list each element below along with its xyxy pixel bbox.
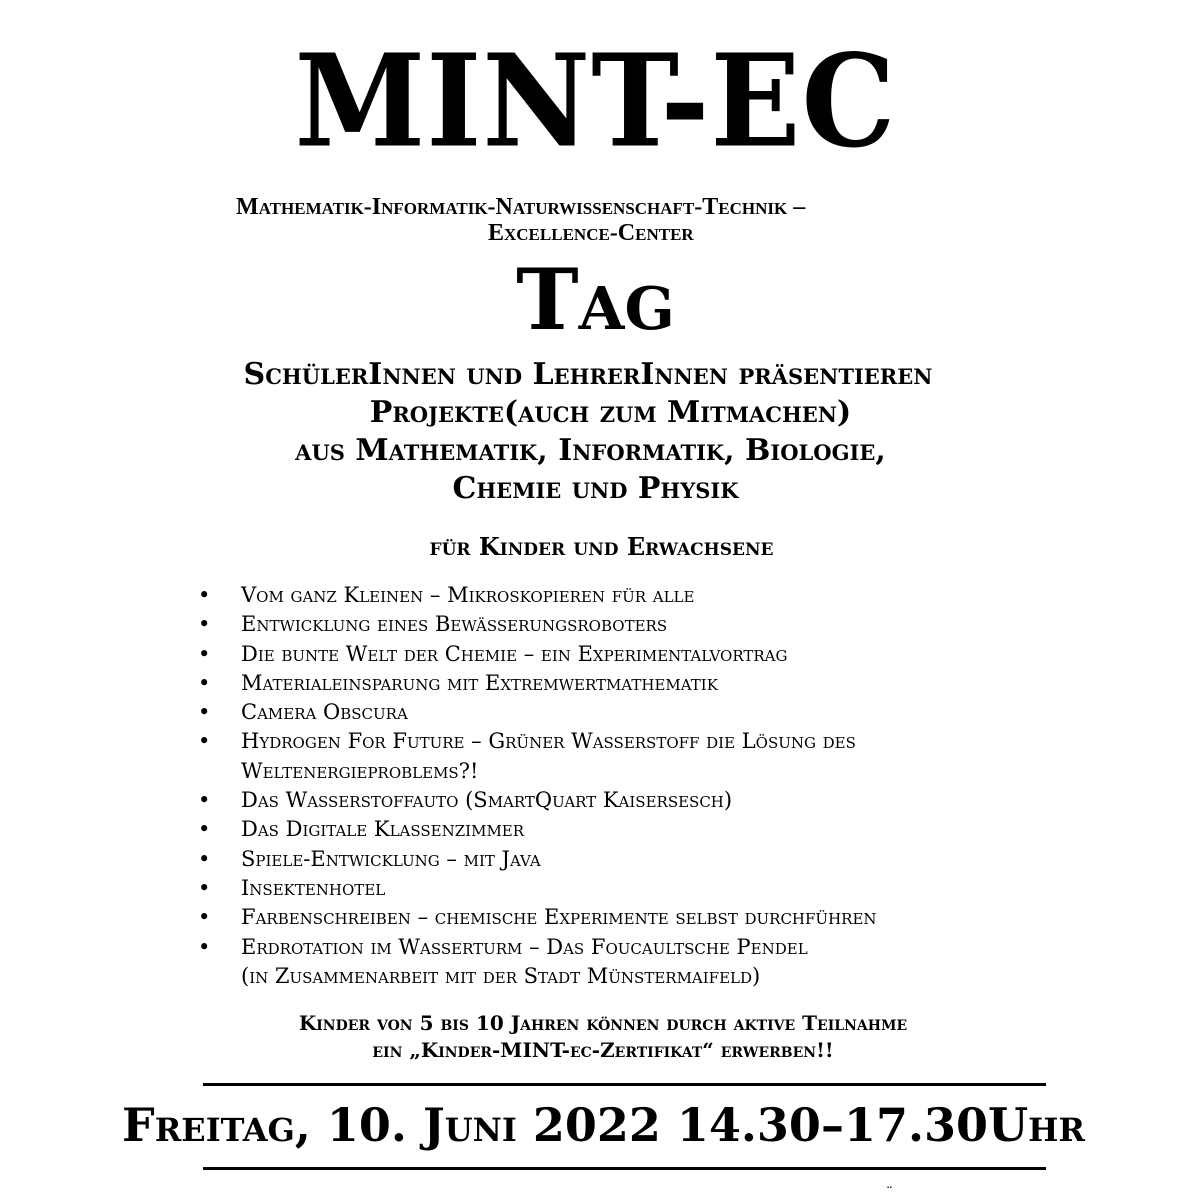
project-item [196,581,1156,610]
bullet-icon: • [198,700,211,725]
cutoff-text-fragment: ̈ [893,1185,897,1201]
project-item-label: Das Digitale Klassenzimmer [241,817,525,842]
project-item [196,640,1156,669]
project-item-label: Hydrogen For Future – Grüner Wasserstoff die Lösung des [241,729,856,754]
project-item-label: Vom ganz Kleinen – Mikroskopieren für alle [241,583,695,607]
bullet-icon: • [198,729,211,754]
certificate-note [0,1010,1191,1064]
subtitle-line-1: Mathematik-Informatik-Naturwissenschaft-Technik – [236,194,806,220]
intro-text [0,356,1191,508]
bullet-icon: • [198,817,211,842]
poster-tag-heading: Tag [516,250,675,349]
divider-top [203,1083,1046,1086]
project-item [196,727,1156,756]
bullet-icon: • [198,583,211,607]
bullet-icon: • [198,905,211,930]
project-item [196,903,1156,932]
bullet-icon: • [198,641,211,666]
project-item [196,786,1156,815]
project-item-continuation [196,757,1156,786]
project-item-label: Weltenergieproblems?! [241,758,479,783]
divider-bottom [203,1167,1046,1170]
intro-line-3: aus Mathematik, Informatik, Biologie, [295,433,886,468]
bullet-icon: • [198,875,211,900]
project-item [196,610,1156,639]
project-item [196,669,1156,698]
project-item-label: Spiele-Entwicklung – mit Java [241,846,541,871]
project-item [196,933,1156,962]
subtitle-line-2: Excellence-Center [488,220,694,247]
project-item-label: Farbenschreiben – chemische Experimente selbst durchführen [241,905,877,930]
intro-line-1: SchülerInnen und LehrerInnen präsentieren [243,357,933,392]
project-item-continuation [196,962,1156,991]
project-item-label: (in Zusammenarbeit mit der Stadt Münstermaifeld) [241,963,761,988]
bullet-icon: • [198,612,211,637]
bullet-icon: • [198,670,211,695]
project-item [196,845,1156,874]
project-item-label: Erdrotation im Wasserturm – Das Foucaultsche Pendel [241,934,808,959]
project-item-label: Insektenhotel [241,875,386,900]
project-item-label: Die bunte Welt der Chemie – ein Experimentalvortrag [241,641,788,666]
project-item [196,698,1156,727]
certificate-line-1: Kinder von 5 bis 10 Jahren können durch aktive Teilnahme [298,1011,908,1035]
bullet-icon: • [198,788,211,813]
project-item-label: Materialeinsparung mit Extremwertmathematik [241,670,718,695]
certificate-line-2: ein „Kinder-MINT-ec-Zertifikat“ erwerben!! [372,1038,834,1062]
intro-line-2: Projekte(auch zum Mitmachen) [369,395,852,430]
project-item [196,874,1156,903]
bullet-icon: • [198,846,211,871]
intro-line-4: Chemie und Physik [452,471,739,506]
event-date: Freitag, 10. Juni 2022 14.30–17.30Uhr [122,1098,1085,1152]
poster-subtitle [236,194,996,247]
project-item-label: Das Wasserstoffauto (SmartQuart Kaisersesch) [241,788,733,813]
project-item-label: Camera Obscura [241,700,408,725]
project-item-label: Entwicklung eines Bewässerungsroboters [241,612,668,637]
audience-text: für Kinder und Erwachsene [429,532,774,561]
poster-title: MINT-EC [294,25,897,176]
project-list [196,581,1156,991]
bullet-icon: • [198,934,211,959]
project-item [196,815,1156,844]
